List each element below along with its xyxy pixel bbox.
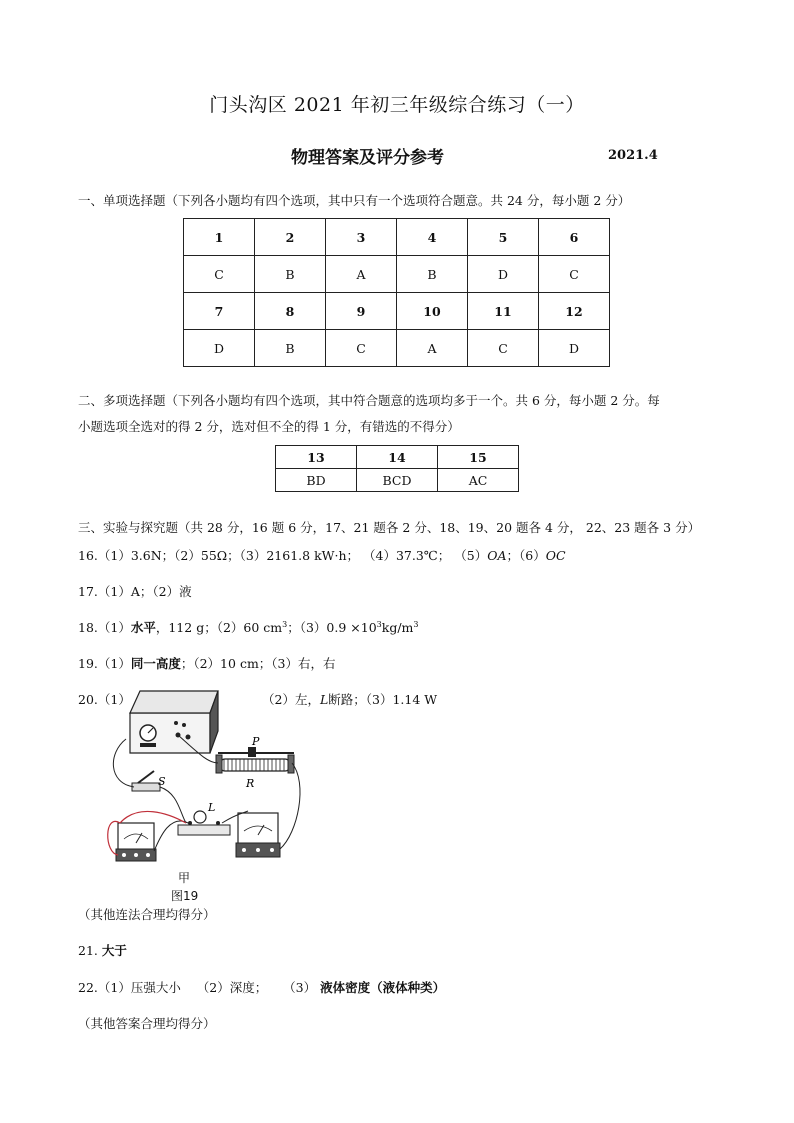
q16-part6-label: （6） — [519, 548, 546, 563]
q18-part1-rest: ，112 g；（2）60 cm — [155, 620, 283, 635]
table-row — [276, 446, 519, 469]
table-cell: D — [539, 330, 610, 367]
q20-part2-post: 断路；（3）1.14 W — [328, 692, 438, 707]
table-cell: D — [468, 256, 539, 293]
q16-part3: （3）2161.8 kW·h； — [239, 548, 360, 563]
question-number: 18. — [78, 620, 98, 635]
table-cell: 11 — [468, 293, 539, 330]
ammeter-icon — [236, 813, 280, 857]
table-cell: C — [326, 330, 397, 367]
table-cell: 13 — [276, 446, 357, 469]
question-number: 17. — [78, 584, 98, 599]
table-cell: BD — [276, 469, 357, 492]
rheostat-icon — [216, 747, 294, 773]
single-choice-answer-table — [183, 218, 610, 367]
power-supply-icon — [130, 691, 218, 753]
q21-text: 大于 — [101, 943, 127, 958]
q17-answer — [78, 583, 192, 601]
section3-heading: 三、实验与探究题（共 28 分，16 题 6 分，17、21 题各 2 分、18、19、20 题各 4 分， 22、23 题各 3 分） — [78, 520, 701, 535]
table-cell: BCD — [357, 469, 438, 492]
q16-part1: （1）3.6N； — [97, 548, 175, 563]
table-cell: B — [397, 256, 468, 293]
q18-answer — [78, 619, 419, 637]
table-cell: B — [255, 330, 326, 367]
section2-heading-line1: 二、多项选择题（下列各小题均有四个选项，其中符合题意的选项均多于一个。共 6 分，每小题 2 分。每 — [78, 393, 660, 408]
q22-note: （其他答案合理均得分） — [78, 1016, 216, 1031]
q16-part2: （2）55Ω； — [174, 548, 240, 563]
table-cell: AC — [438, 469, 519, 492]
table-cell: 3 — [326, 219, 397, 256]
q16-part5-sep: ； — [506, 548, 520, 563]
q19-part1-label: （1） — [97, 656, 131, 671]
table-cell: 8 — [255, 293, 326, 330]
table-row — [184, 330, 610, 367]
document-subtitle: 物理答案及评分参考 — [291, 148, 444, 168]
table-row — [276, 469, 519, 492]
table-cell: 15 — [438, 446, 519, 469]
q20-part2-pre: （2）左， — [262, 692, 320, 707]
q18-part1-label: （1） — [97, 620, 131, 635]
table-cell: 1 — [184, 219, 255, 256]
q20-part2-lamp: L — [319, 692, 329, 707]
table-cell: 10 — [397, 293, 468, 330]
q18-part3: kg/m — [381, 620, 414, 635]
question-number: 16. — [78, 548, 98, 563]
q19-answer — [78, 655, 336, 673]
label-R: R — [246, 777, 255, 790]
switch-icon — [132, 771, 160, 791]
q18-part2: ；（3）0.9 ×10 — [287, 620, 377, 635]
table-cell: 5 — [468, 219, 539, 256]
superscript: 3 — [282, 620, 288, 629]
table-cell: 9 — [326, 293, 397, 330]
table-cell: 4 — [397, 219, 468, 256]
q20-note: （其他连法合理均得分） — [78, 907, 216, 922]
label-P: P — [252, 735, 260, 748]
q22-part3-value: 液体密度（液体种类） — [320, 980, 446, 995]
voltmeter-icon — [116, 823, 156, 861]
q22-part3-label: （3） — [283, 980, 317, 995]
q20-part1-label: （1） — [97, 692, 131, 707]
figure-caption: 图19 — [171, 889, 199, 903]
circuit-diagram — [98, 683, 308, 883]
label-S: S — [158, 775, 166, 788]
table-row — [184, 256, 610, 293]
superscript: 3 — [413, 620, 419, 629]
table-cell: D — [184, 330, 255, 367]
q19-rest: ；（2）10 cm；（3）右，右 — [180, 656, 336, 671]
table-cell: A — [397, 330, 468, 367]
question-number: 20. — [78, 692, 98, 707]
question-number: 22. — [78, 980, 98, 995]
q16-part5-label: （5） — [454, 548, 488, 563]
q22-part1: （1）压强大小 — [97, 980, 181, 995]
multi-choice-answer-table — [275, 445, 519, 492]
superscript: 3 — [376, 620, 382, 629]
table-cell: 14 — [357, 446, 438, 469]
q16-answer — [78, 547, 566, 565]
table-cell: C — [539, 256, 610, 293]
figure-sublabel: 甲 — [178, 871, 191, 885]
table-cell: C — [468, 330, 539, 367]
q16-part6-value: OC — [545, 548, 566, 563]
q22-answer — [78, 979, 445, 997]
document-title: 门头沟区 2021 年初三年级综合练习（一） — [209, 94, 585, 116]
table-cell: 12 — [539, 293, 610, 330]
question-number: 21. — [78, 943, 98, 958]
q21-answer — [78, 942, 127, 960]
table-cell: 2 — [255, 219, 326, 256]
q16-part4: （4）37.3℃； — [363, 548, 451, 563]
table-cell: A — [326, 256, 397, 293]
q18-part1-value: 水平 — [130, 620, 156, 635]
label-L: L — [208, 801, 216, 814]
table-row — [184, 293, 610, 330]
section2-heading-line2: 小题选项全选对的得 2 分，选对但不全的得 1 分，有错选的不得分） — [78, 419, 460, 434]
document-date: 2021.4 — [608, 148, 658, 163]
table-cell: C — [184, 256, 255, 293]
section1-heading: 一、单项选择题（下列各小题均有四个选项，其中只有一个选项符合题意。共 24 分，每小题 2 分） — [78, 193, 631, 208]
question-number: 19. — [78, 656, 98, 671]
q17-text: （1）A；（2）液 — [97, 584, 192, 599]
table-cell: 6 — [539, 219, 610, 256]
table-cell: B — [255, 256, 326, 293]
q16-part5-value: OA — [487, 548, 507, 563]
table-row — [184, 219, 610, 256]
q19-part1-value: 同一高度 — [130, 656, 181, 671]
table-cell: 7 — [184, 293, 255, 330]
q22-part2: （2）深度； — [196, 980, 268, 995]
